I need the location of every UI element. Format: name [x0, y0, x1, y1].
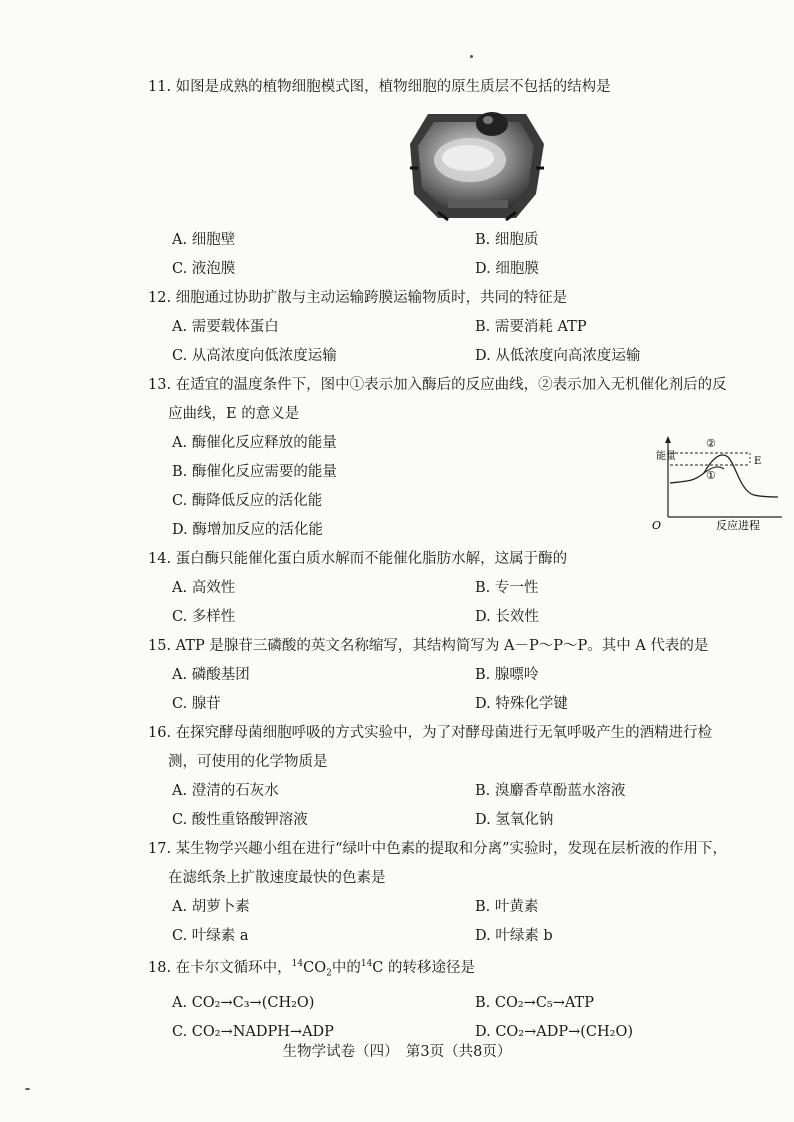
option-d[interactable]: D. 从低浓度向高浓度运输	[475, 348, 641, 364]
option-b[interactable]: B. 叶黄素	[475, 899, 539, 915]
option-d[interactable]: D. 叶绿素 b	[475, 928, 553, 944]
option-b[interactable]: B. 专一性	[475, 580, 539, 596]
option-c[interactable]: C. 从高浓度向低浓度运输	[172, 348, 337, 364]
x-axis-label: 反应进程	[716, 519, 760, 532]
option-b[interactable]: B. 细胞质	[475, 232, 539, 248]
plant-cell-figure	[408, 102, 546, 222]
y-axis-label: 能量	[656, 451, 676, 462]
option-c[interactable]: C. 液泡膜	[172, 261, 236, 277]
label-e: E	[754, 456, 762, 467]
question-stem-continued: 在滤纸条上扩散速度最快的色素是	[168, 870, 386, 886]
option-d[interactable]: D. CO₂→ADP→(CH₂O)	[475, 1023, 634, 1040]
option-c[interactable]: C. 腺苷	[172, 696, 221, 712]
option-b[interactable]: B. 溴麝香草酚蓝水溶液	[475, 783, 626, 799]
question-stem-continued: 应曲线，E 的意义是	[168, 406, 300, 422]
option-b[interactable]: B. 需要消耗 ATP	[475, 319, 587, 335]
question-18	[148, 950, 778, 1047]
option-d[interactable]: D. 细胞膜	[475, 261, 539, 277]
option-a[interactable]: A. 高效性	[172, 580, 236, 596]
question-stem: 17. 某生物学兴趣小组在进行“绿叶中色素的提取和分离”实验时，发现在层析液的作用下，	[148, 841, 727, 857]
option-a[interactable]: A. 澄清的石灰水	[172, 783, 279, 799]
option-a[interactable]: A. 细胞壁	[172, 232, 236, 248]
energy-diagram	[654, 435, 782, 531]
option-b[interactable]: B. 酶催化反应需要的能量	[172, 464, 337, 480]
option-a[interactable]: A. 磷酸基团	[172, 667, 250, 683]
option-d[interactable]: D. 特殊化学键	[475, 696, 568, 712]
question-12	[148, 284, 778, 371]
option-a[interactable]: A. 胡萝卜素	[172, 899, 250, 915]
label-enzyme-curve: ①	[706, 469, 716, 482]
question-15	[148, 632, 778, 719]
option-d[interactable]: D. 氢氧化钠	[475, 812, 554, 828]
option-c[interactable]: C. 酸性重铬酸钾溶液	[172, 812, 308, 828]
question-stem: 18. 在卡尔文循环中，$^{14}CO_2$中的$^{14}$C 的转移途径是	[148, 959, 475, 979]
question-stem-continued: 测，可使用的化学物质是	[168, 754, 328, 770]
question-stem: 16. 在探究酵母菌细胞呼吸的方式实验中，为了对酵母菌进行无氧呼吸产生的酒精进行检	[148, 725, 713, 741]
question-stem: 12. 细胞通过协助扩散与主动运输跨膜运输物质时，共同的特征是	[148, 290, 568, 306]
question-stem: 13. 在适宜的温度条件下，图中①表示加入酶后的反应曲线，②表示加入无机催化剂后的反	[148, 377, 727, 393]
option-c[interactable]: C. CO₂→NADPH→ADP	[172, 1023, 334, 1040]
question-11	[148, 73, 778, 102]
origin-label: O	[652, 519, 662, 532]
option-c[interactable]: C. 多样性	[172, 609, 236, 625]
question-11-options	[148, 226, 778, 284]
option-c[interactable]: C. 酶降低反应的活化能	[172, 493, 323, 509]
label-inorganic-curve: ②	[706, 437, 716, 450]
question-stem: 15. ATP 是腺苷三磷酸的英文名称缩写，其结构简写为 A－P～P～P。其中 A 代表的是	[148, 638, 709, 654]
scan-speck	[25, 1088, 30, 1090]
option-b[interactable]: B. 腺嘌呤	[475, 667, 539, 683]
page-footer: 生物学试卷（四） 第3页（共8页）	[282, 1044, 512, 1060]
option-a[interactable]: A. 需要载体蛋白	[172, 319, 279, 335]
option-a[interactable]: A. 酶催化反应释放的能量	[172, 435, 337, 451]
option-b[interactable]: B. CO₂→C₅→ATP	[475, 994, 594, 1011]
question-16	[148, 719, 778, 835]
question-stem: 14. 蛋白酶只能催化蛋白质水解而不能催化脂肪水解，这属于酶的	[148, 551, 568, 567]
option-d[interactable]: D. 酶增加反应的活化能	[172, 522, 323, 538]
question-14	[148, 545, 778, 632]
option-d[interactable]: D. 长效性	[475, 609, 539, 625]
option-a[interactable]: A. CO₂→C₃→(CH₂O)	[172, 994, 315, 1011]
question-17	[148, 835, 778, 951]
question-stem: 11. 如图是成熟的植物细胞模式图，植物细胞的原生质层不包括的结构是	[148, 79, 611, 95]
option-c[interactable]: C. 叶绿素 a	[172, 928, 249, 944]
scan-speck	[470, 55, 473, 58]
